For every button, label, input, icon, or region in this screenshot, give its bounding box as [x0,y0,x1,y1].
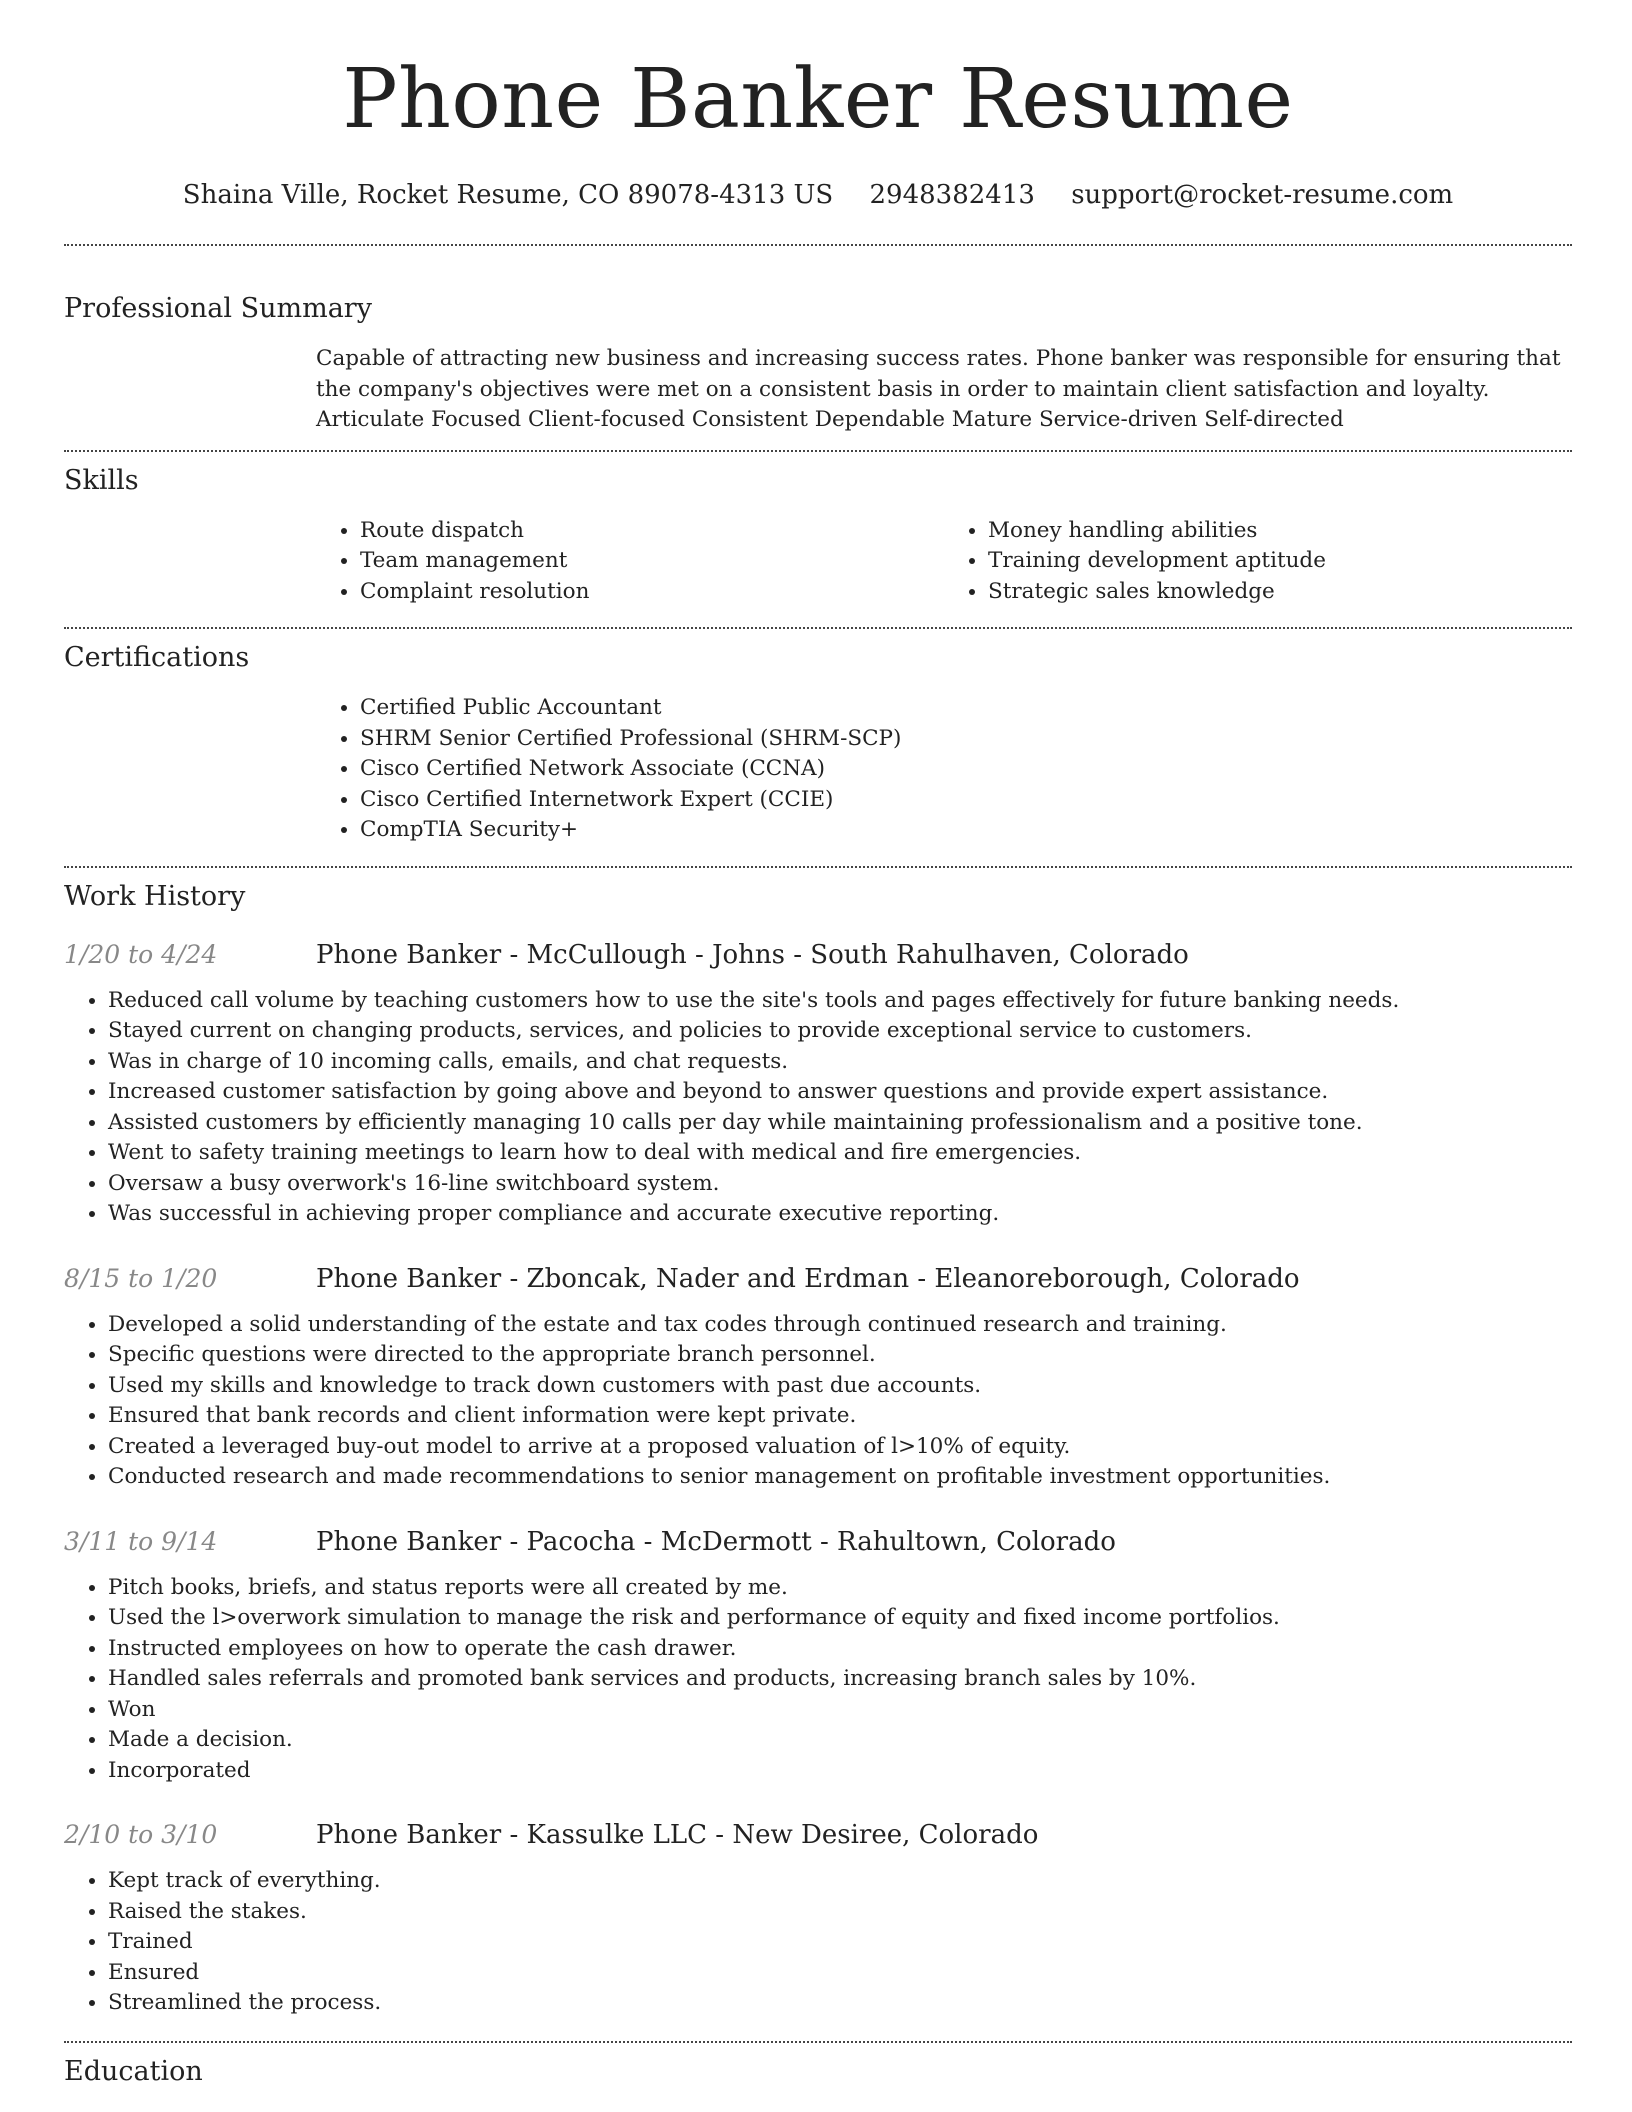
job-bullet: • Instructed employees on how to operate the cash drawer. [108,1634,1572,1665]
job-bullet: • Raised the stakes. [108,1897,1572,1928]
job-bullet: • Used my skills and knowledge to track down customers with past due accounts. [108,1371,1572,1402]
certification-item: • SHRM Senior Certified Professional (SHRM-SCP) [360,724,1572,755]
job-bullet: • Went to safety training meetings to learn how to deal with medical and fire emergencies. [108,1138,1572,1169]
job-bullet: • Reduced call volume by teaching customers how to use the site's tools and pages effectively for future banking needs. [108,986,1572,1017]
job-bullets [64,1310,1572,1493]
job-bullet: • Trained [108,1927,1572,1958]
job-bullet: • Pitch books, briefs, and status reports were all created by me. [108,1573,1572,1604]
job-bullet: • Incorporated [108,1756,1572,1787]
job-bullet: • Won [108,1695,1572,1726]
skill-item: • Training development aptitude [988,546,1572,577]
summary-heading: Professional Summary [64,293,372,324]
job-bullet: • Increased customer satisfaction by going above and beyond to answer questions and provide expert assistance. [108,1077,1572,1108]
job-bullet: • Was successful in achieving proper compliance and accurate executive reporting. [108,1199,1572,1230]
skill-item: • Complaint resolution [360,577,944,608]
job-entry [64,1262,1572,1493]
job-entry [64,938,1572,1230]
job-bullets [64,1866,1572,2019]
skill-item: • Route dispatch [360,516,944,547]
skill-item: • Money handling abilities [988,516,1572,547]
job-dates: 1/20 to 4/24 [64,939,218,969]
certification-item: • CompTIA Security+ [360,815,1572,846]
job-title: Phone Banker - McCullough - Johns - South Rahulhaven, Colorado [316,939,1189,970]
job-title: Phone Banker - Kassulke LLC - New Desiree, Colorado [316,1820,1039,1850]
summary-text: Capable of attracting new business and increasing success rates. Phone banker was responsible for ensuring that the company's objectives were met on a consistent basis in order to maintain client satisfaction and loyalty. Articulate Focused Client-focused Consistent Dependable Mature Service-driven Self-directed [316,346,1561,432]
job-dates: 8/15 to 1/20 [64,1263,218,1293]
certification-item: • Cisco Certified Internetwork Expert (CCIE) [360,785,1572,816]
job-bullet: • Created a leveraged buy-out model to arrive at a proposed valuation of l>10% of equity. [108,1432,1572,1463]
education-heading: Education [64,2055,203,2087]
job-bullets [64,986,1572,1230]
skills-list-right [944,516,1572,608]
work-history-section [64,868,1572,2019]
job-bullet: • Kept track of everything. [108,1866,1572,1897]
job-bullet: • Conducted research and made recommendations to senior management on profitable investment opportunities. [108,1462,1572,1493]
education-section [64,2043,1572,2089]
job-bullet: • Oversaw a busy overwork's 16-line switchboard system. [108,1169,1572,1200]
job-bullet: • Developed a solid understanding of the estate and tax codes through continued research and training. [108,1310,1572,1341]
job-bullet: • Ensured [108,1958,1572,1989]
job-entry [64,1525,1572,1787]
resume-title: Phone Banker Resume [342,52,1294,147]
job-bullet: • Ensured that bank records and client information were kept private. [108,1401,1572,1432]
job-bullet: • Stayed current on changing products, services, and policies to provide exceptional service to customers. [108,1016,1572,1047]
certification-item: • Cisco Certified Network Associate (CCNA) [360,754,1572,785]
resume-page [64,0,1572,2089]
contact-phone: 2948382413 [869,180,1035,210]
skills-section [64,452,1572,608]
contact-address: Shaina Ville, Rocket Resume, CO 89078-4313 US [182,180,834,210]
job-title: Phone Banker - Zboncak, Nader and Erdman - Eleanoreborough, Colorado [316,1263,1300,1294]
skills-list-left [316,516,944,608]
job-bullet: • Handled sales referrals and promoted bank services and products, increasing branch sales by 10%. [108,1664,1572,1695]
summary-section [64,246,1572,436]
certification-item: • Certified Public Accountant [360,693,1572,724]
job-dates: 2/10 to 3/10 [64,1820,218,1849]
job-bullet: • Assisted customers by efficiently managing 10 calls per day while maintaining professionalism and a positive tone. [108,1108,1572,1139]
certifications-list [316,693,1572,846]
job-bullets [64,1573,1572,1787]
skills-heading: Skills [64,464,139,496]
job-entry [64,1818,1572,2019]
skill-item: • Strategic sales knowledge [988,577,1572,608]
job-title: Phone Banker - Pacocha - McDermott - Rahultown, Colorado [316,1526,1116,1557]
job-bullet: • Used the l>overwork simulation to manage the risk and performance of equity and fixed income portfolios. [108,1603,1572,1634]
certifications-heading: Certifications [64,642,250,673]
contact-line [64,178,1572,212]
job-bullet: • Specific questions were directed to the appropriate branch personnel. [108,1340,1572,1371]
job-dates: 3/11 to 9/14 [64,1526,218,1556]
job-bullet: • Was in charge of 10 incoming calls, emails, and chat requests. [108,1047,1572,1078]
job-bullet: • Streamlined the process. [108,1988,1572,2019]
skill-item: • Team management [360,546,944,577]
job-bullet: • Made a decision. [108,1725,1572,1756]
contact-email: support@rocket-resume.com [1071,180,1454,210]
work-history-heading: Work History [64,880,246,912]
certifications-section [64,629,1572,846]
